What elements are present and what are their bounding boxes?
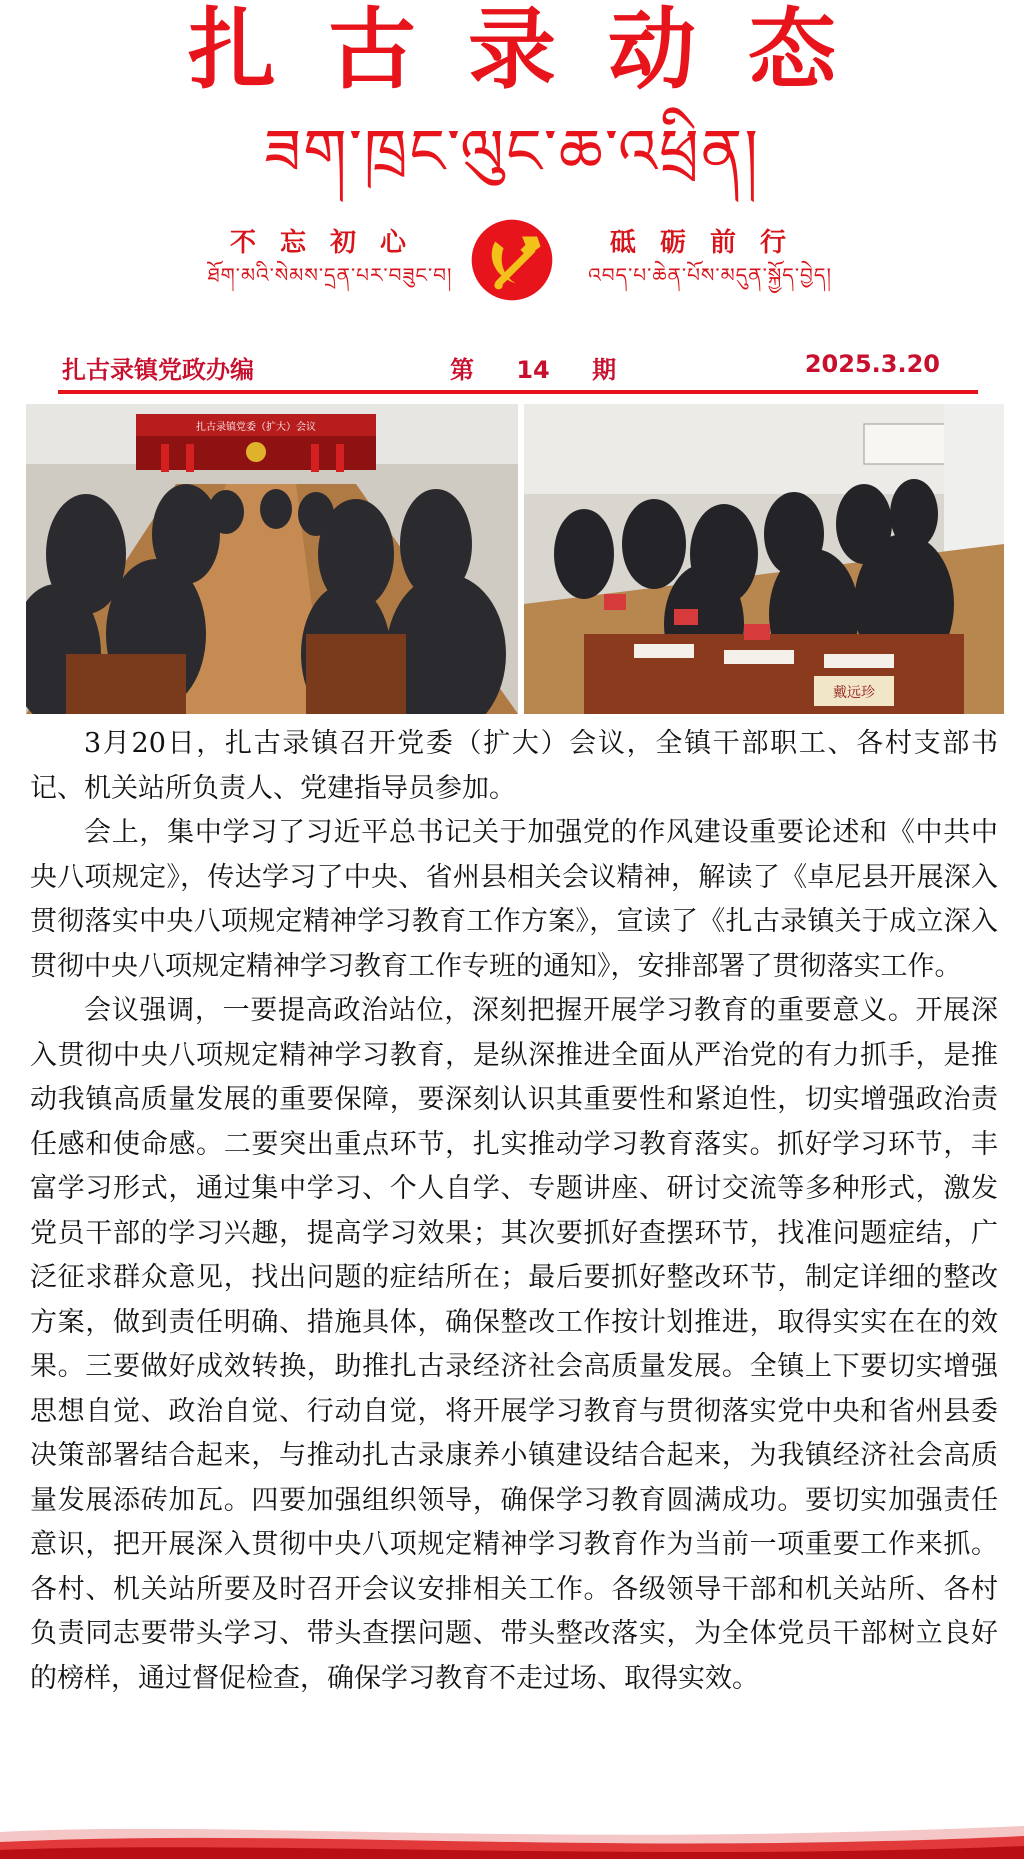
newsletter-title-tibetan: ཟག་ཁྲང་ལུང་ཆ་འཕྲིན། — [264, 115, 760, 188]
meeting-photo-right — [524, 404, 1004, 714]
footer-wave — [0, 1818, 1024, 1859]
motto-right — [585, 226, 835, 290]
issue-date: 2025.3.20 — [804, 350, 940, 378]
motto-left-tibetan: ཐོག་མའི་སེམས་དྲན་པར་བཟུང་བ། — [207, 263, 453, 287]
article-body — [30, 722, 998, 1701]
header-divider — [58, 390, 978, 394]
photo-banner-text: 扎古录镇党委（扩大）会议 — [196, 422, 316, 433]
article-paragraph-1: 3月20日，扎古录镇召开党委（扩大）会议，全镇干部职工、各村支部书记、机关站所负责人、党建指导员参加。 — [30, 728, 998, 804]
motto-left-chinese: 不忘初心 — [229, 228, 430, 258]
issue-prefix: 第 — [450, 355, 474, 384]
newsletter-title: 扎古录动态 — [187, 0, 888, 101]
issue-number — [450, 350, 616, 385]
issue-number-value: 14 — [516, 356, 550, 384]
masthead — [0, 0, 1024, 300]
motto-right-chinese: 砥砺前行 — [609, 228, 810, 258]
issue-suffix: 期 — [592, 355, 617, 384]
photo-nameplate-text: 戴远珍 — [833, 685, 875, 701]
motto-right-tibetan: འབད་པ་ཆེན་པོས་མདུན་སྐྱོད་བྱེད། — [588, 263, 832, 287]
article-paragraph-3: 会议强调，一要提高政治站位，深刻把握开展学习教育的重要意义。开展深入贯彻中央八项规定精神学习教育，是纵深推进全面从严治党的有力抓手，是推动我镇高质量发展的重要保障，要深刻认识其重要性和紧迫性，切实增强政治责任感和使命感。二要突出重点环节，扎实推动学习教育落实。抓好学习环节，丰富学习形式，通过集中学习、个人自学、专题讲座、研讨交流等多种形式，激发党员干部的学习兴趣，提高学习效果；其次要抓好查摆环节，找准问题症结，广泛征求群众意见，找出问题的症结所在；最后要抓好整改环节，制定详细的整改方案，做到责任明确、措施具体，确保整改工作按计划推进，取得实实在在的效果。三要做好成效转换，助推扎古录经济社会高质量发展。全镇上下要切实增强思想自觉、政治自觉、行动自觉，将开展学习教育与贯彻落实党中央和省州县委决策部署结合起来，与推动扎古录康养小镇建设结合起来，为我镇经济社会高质量发展添砖加瓦。四要加强组织领导，确保学习教育圆满成功。要切实加强责任意识，把开展深入贯彻中央八项规定精神学习教育作为当前一项重要工作来抓。各村、机关站所要及时召开会议安排相关工作。各级领导干部和机关站所、各村负责同志要带头学习、带头查摆问题、带头整改落实，为全体党员干部树立良好的榜样，通过督促检查，确保学习教育不走过场、取得实效。 — [30, 995, 998, 1694]
article-paragraph-2: 会上，集中学习了习近平总书记关于加强党的作风建设重要论述和《中共中央八项规定》，传达学习了中央、省州县相关会议精神，解读了《卓尼县开展深入贯彻落实中央八项规定精神学习教育工作方案》，宣读了《扎古录镇关于成立深入贯彻中央八项规定精神学习教育工作专班的通知》，安排部署了贯彻落实工作。 — [30, 817, 998, 982]
party-emblem-icon — [470, 218, 554, 302]
meeting-photo-left — [26, 404, 518, 714]
publisher: 扎古录镇党政办编 — [62, 355, 254, 384]
motto-left — [205, 226, 455, 290]
issue-bar — [60, 350, 980, 390]
